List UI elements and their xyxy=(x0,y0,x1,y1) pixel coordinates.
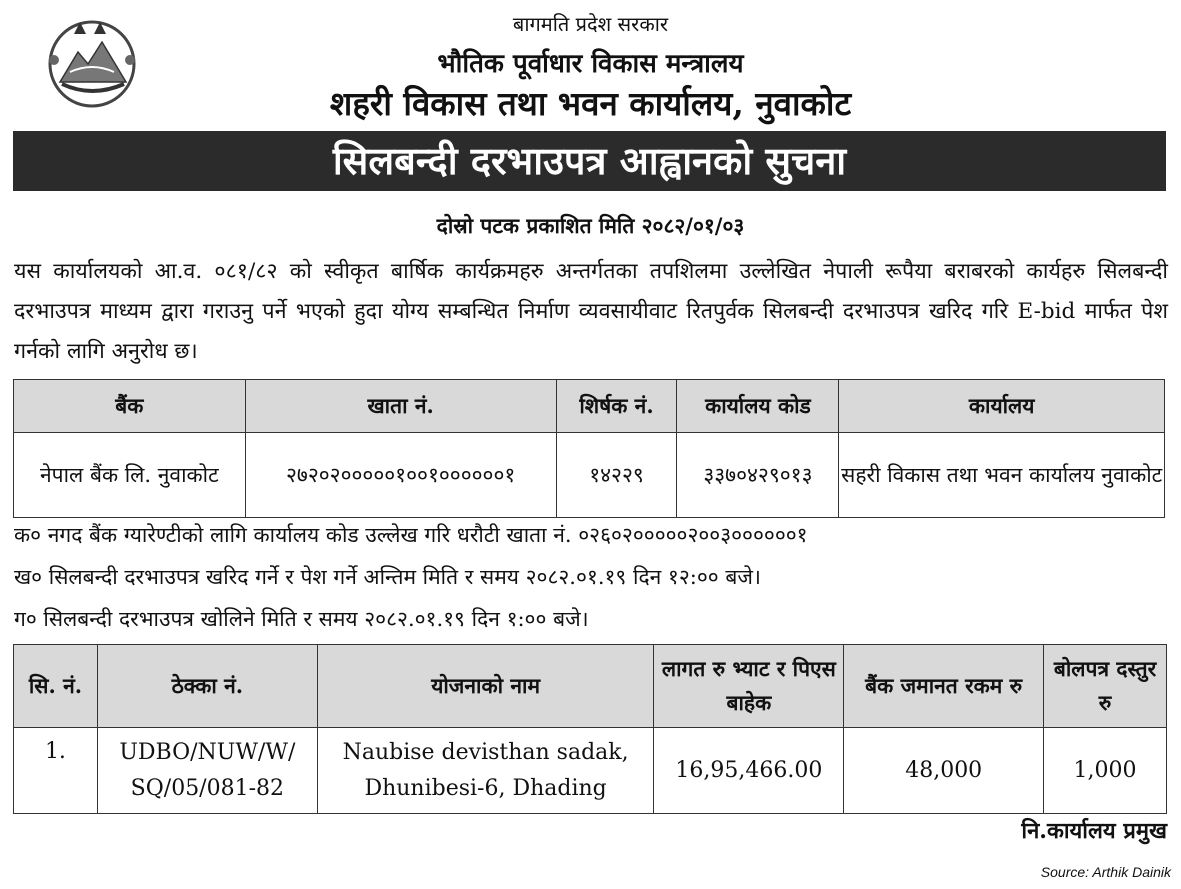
source-credit: Source: Arthik Dainik xyxy=(1040,864,1171,880)
signatory-title: नि.कार्यालय प्रमुख xyxy=(1021,818,1167,844)
header-project-name: योजनाको नाम xyxy=(317,645,654,728)
cell-cost: 16,95,466.00 xyxy=(654,728,844,814)
bank-account-table xyxy=(13,379,1165,518)
condition-ka: क० नगद बैंक ग्यारेण्टीको लागि कार्यालय कोड उल्लेख गरि धरौटी खाता नं. ०२६०२०००००२००३००००००१ xyxy=(14,523,808,547)
header-contract-no: ठेक्का नं. xyxy=(97,645,317,728)
cell-office-code: ३३७०४२९०१३ xyxy=(677,433,839,518)
table-row xyxy=(14,433,1165,518)
header-account-no: खाता नं. xyxy=(245,380,556,433)
table-row xyxy=(14,728,1167,814)
cell-bid-fee: 1,000 xyxy=(1044,728,1167,814)
cell-project-name: Naubise devisthan sadak, Dhunibesi-6, Dhading xyxy=(317,728,654,814)
cell-contract-no: UDBO/NUW/W/ SQ/05/081-82 xyxy=(97,728,317,814)
works-table xyxy=(13,644,1167,814)
publication-date: दोस्रो पटक प्रकाशित मिति २०८२/०१/०३ xyxy=(436,213,745,238)
notice-title-banner: सिलबन्दी दरभाउपत्र आह्वानको सुचना xyxy=(13,131,1166,191)
condition-ga: ग० सिलबन्दी दरभाउपत्र खोलिने मिति र समय २०८२.०१.१९ दिन १:०० बजे। xyxy=(14,607,589,631)
cell-bank: नेपाल बैंक लि. नुवाकोट xyxy=(14,433,246,518)
header-serial: सि. नं. xyxy=(14,645,98,728)
table-header-row xyxy=(14,380,1165,433)
table-header-row xyxy=(14,645,1167,728)
cell-serial: 1. xyxy=(14,728,98,814)
header-cost: लागत रु भ्याट र पिएस बाहेक xyxy=(654,645,844,728)
header-office: कार्यालय xyxy=(839,380,1165,433)
cell-office: सहरी विकास तथा भवन कार्यालय नुवाकोट xyxy=(839,433,1165,518)
government-name: बागमति प्रदेश सरकार xyxy=(512,12,669,36)
header-heading-no: शिर्षक नं. xyxy=(556,380,677,433)
cell-account-no: २७२०२०००००१००१००००००१ xyxy=(245,433,556,518)
condition-kha: ख० सिलबन्दी दरभाउपत्र खरिद गर्ने र पेश गर्ने अन्तिम मिति र समय २०८२.०१.१९ दिन १२:०० बजे। xyxy=(14,565,761,589)
intro-paragraph: यस कार्यालयको आ.व. ०८१/८२ को स्वीकृत बार्षिक कार्यक्रमहरु अन्तर्गतका तपशिलमा उल्लेखित नेपाली रूपैया बराबरको कार्यहरु सिलबन्दी दरभाउपत्र माध्यम द्वारा गराउनु पर्ने भएको हुदा योग्य सम्बन्धित निर्माण व्यवसायीवाट रितपुर्वक सिलबन्दी दरभाउपत्र खरिद गरि E-bid मार्फत पेश गर्नको लागि अनुरोध छ। xyxy=(14,259,1168,364)
header-bank-guarantee: बैंक जमानत रकम रु xyxy=(844,645,1044,728)
cell-bank-guarantee: 48,000 xyxy=(844,728,1044,814)
header-bid-fee: बोलपत्र दस्तुर रु xyxy=(1044,645,1167,728)
header-office-code: कार्यालय कोड xyxy=(677,380,839,433)
header-bank: बैंक xyxy=(14,380,246,433)
office-name: शहरी विकास तथा भवन कार्यालय, नुवाकोट xyxy=(329,84,852,123)
cell-heading-no: १४२२९ xyxy=(556,433,677,518)
ministry-name: भौतिक पूर्वाधार विकास मन्त्रालय xyxy=(437,49,744,79)
